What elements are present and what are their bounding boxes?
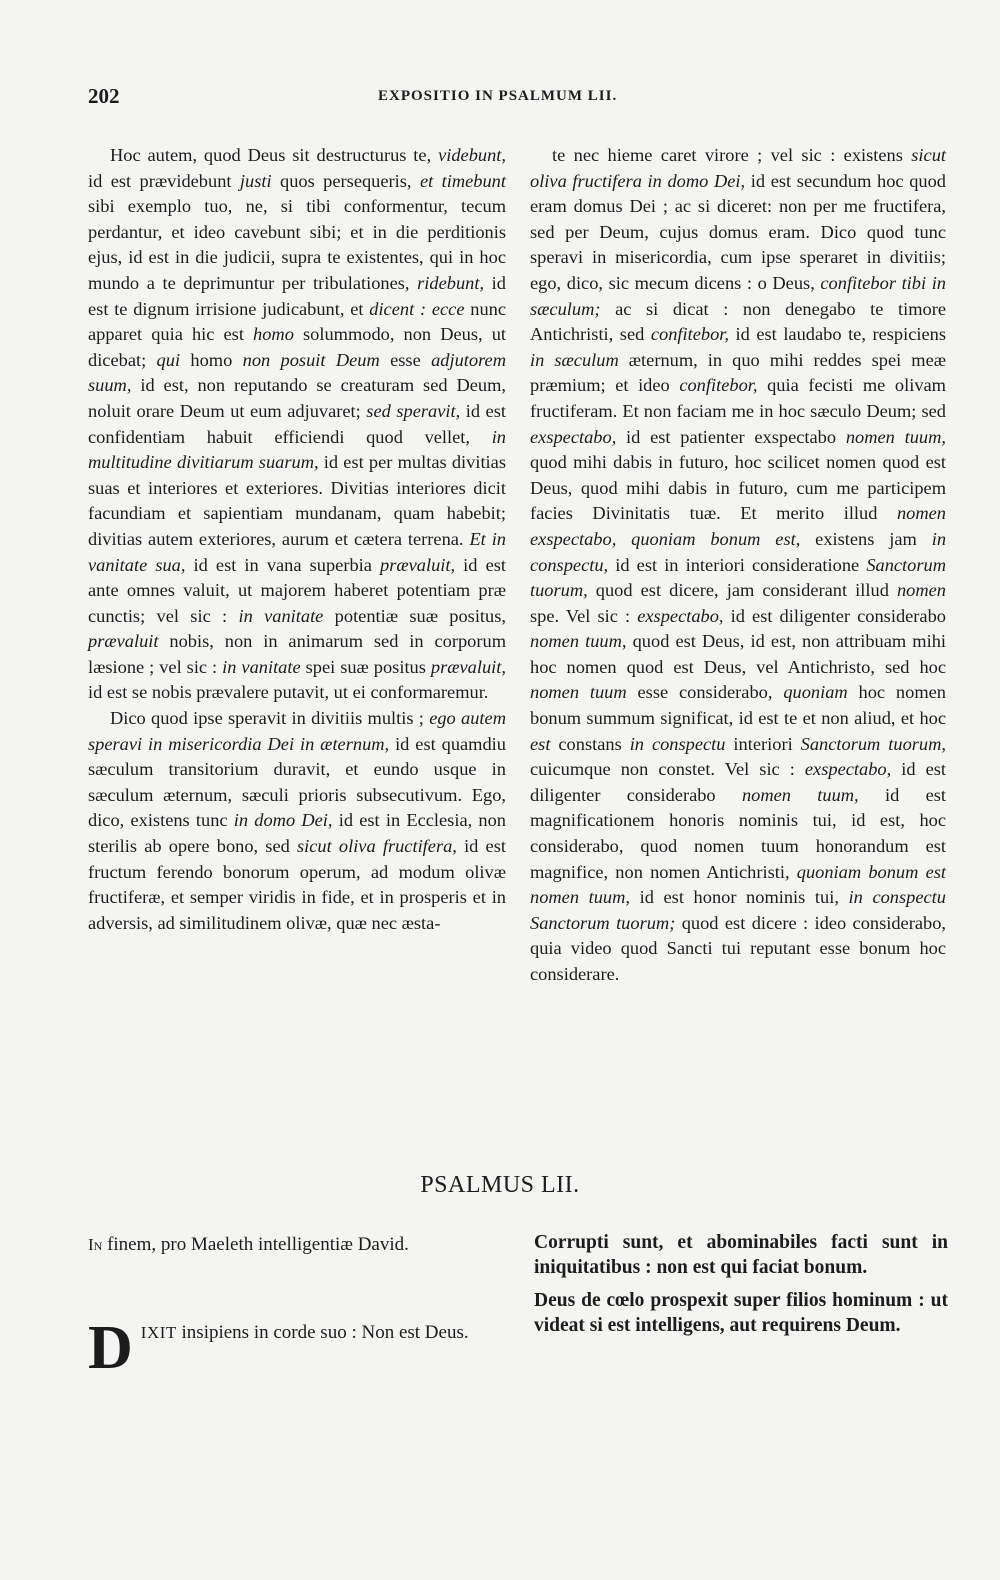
text-run: id est, non reputando se creaturam sed Deum, noluit orare Deum ut eum adjuvaret; bbox=[88, 375, 506, 421]
text-run: homo bbox=[180, 349, 243, 370]
italic-quote: nomen tuum, bbox=[530, 631, 627, 652]
italic-quote: nomen tuum, bbox=[845, 426, 946, 447]
psalm-title: PSALMUS LII. bbox=[420, 1172, 580, 1198]
page-header bbox=[88, 84, 954, 114]
paragraph bbox=[88, 143, 506, 706]
italic-quote: confitebor tibi in sæculum; bbox=[530, 272, 946, 319]
text-run: id est ante omnes valuit, ut majorem haberet potentiam præ cunctis; vel sic : bbox=[88, 554, 506, 626]
italic-quote: nomen exspectabo, quoniam bonum est, bbox=[530, 503, 946, 549]
italic-quote: justi bbox=[239, 170, 272, 191]
page-number: 202 bbox=[88, 84, 120, 108]
text-run: id est te dignum irrisione judicabunt, et bbox=[88, 272, 506, 319]
italic-quote: confitebor, bbox=[650, 324, 729, 345]
text-run: esse bbox=[379, 349, 432, 370]
italic-quote: in vanitate bbox=[222, 656, 301, 677]
text-run: Hoc autem, quod Deus sit destructurus te, bbox=[110, 145, 439, 165]
text-run: constans bbox=[550, 733, 630, 754]
psalm-verse-2 bbox=[88, 1314, 506, 1382]
text-run: te nec hieme caret virore ; vel sic : existens bbox=[552, 145, 912, 165]
text-run: id est laudabo te, respiciens bbox=[729, 324, 946, 345]
italic-quote: ego autem speravi in misericordia Dei in æternum, bbox=[88, 708, 506, 754]
text-run: quod mihi dabis in futuro, hoc scilicet nomen quod est Deus, quod mihi dabis in futuro, cum me participem facies Divinitatis tuæ. Et merito illud bbox=[530, 452, 946, 524]
text-run: æternum, in quo mihi reddes spei meæ præmium; et ideo bbox=[530, 349, 946, 396]
italic-quote: exspectabo, bbox=[804, 759, 892, 780]
text-run: spe. Vel sic : bbox=[530, 605, 638, 626]
verse-1-initial: In bbox=[88, 1235, 103, 1254]
text-run: id est secundum hoc quod eram domus Dei ; ac si diceret: non per me fructifera, sed per Deum, cujus domus eram. Dico quod tunc speravi in misericordia, cum ipse speraret in divitiis; ego, dico, sic mecum dicens : o Deus, bbox=[530, 170, 946, 293]
italic-quote: qui bbox=[156, 349, 181, 370]
text-run: Dico quod ipse speravit in divitiis multis ; bbox=[110, 708, 430, 729]
text-run: id est honor nominis tui, bbox=[630, 887, 849, 908]
paragraph bbox=[88, 706, 506, 936]
italic-quote: nomen tuum bbox=[530, 682, 627, 703]
italic-quote: prævaluit, bbox=[380, 554, 456, 575]
text-run: cuicumque non constet. Vel sic : bbox=[530, 759, 805, 780]
text-run: quod est Deus, id est, non attribuam mihi hoc nomen quod est Deus, vel Antichristo, sed hoc bbox=[530, 631, 946, 677]
italic-quote: in multitudine divitiarum suarum, bbox=[88, 426, 506, 473]
text-run: ac si dicat : non denegabo te timore Antichristi, sed bbox=[530, 298, 946, 345]
italic-quote: et timebunt bbox=[419, 170, 506, 191]
italic-quote: nomen bbox=[896, 580, 946, 601]
text-run: nobis, non in animarum sed in corporum læsione ; vel sic : bbox=[88, 631, 506, 677]
italic-quote: exspectabo, bbox=[530, 426, 617, 447]
text-run: quod est dicere, jam considerant illud bbox=[587, 580, 897, 601]
text-run: id est diligenter considerabo bbox=[723, 605, 946, 626]
italic-quote: prævaluit, bbox=[430, 656, 506, 677]
psalm-verse-1 bbox=[88, 1232, 506, 1257]
text-run: potentiæ suæ positus, bbox=[323, 605, 506, 626]
running-head: EXPOSITIO IN PSALMUM LII. bbox=[378, 88, 618, 104]
verse-2-caps: IXIT bbox=[140, 1323, 177, 1342]
italic-quote: Sanctorum tuorum, bbox=[530, 554, 946, 601]
text-run: quod est dicere : ideo considerabo, quia video quod Sancti tui reputant esse bonum hoc considerare. bbox=[530, 912, 946, 984]
text-run: hoc nomen bonum summum significat, id est te et non aliud, et hoc bbox=[530, 682, 946, 729]
italic-quote: homo bbox=[253, 324, 294, 345]
right-text-column bbox=[530, 143, 946, 988]
text-run: id est in Ecclesia, non sterilis ab opere bono, sed bbox=[88, 810, 506, 857]
text-run: nunc apparet quia hic est bbox=[88, 298, 506, 345]
italic-quote: Sanctorum tuorum, bbox=[800, 733, 947, 754]
text-run: sibi exemplo tuo, ne, si tibi conformentur, tecum perdantur, et ideo cavebunt sibi; et in die perditionis ejus, id est in die judicii, supra te existentes, qui in hoc mundo a te deprimuntur per tribulationes, bbox=[88, 196, 506, 293]
italic-quote: in vanitate bbox=[238, 605, 324, 626]
drop-cap: D bbox=[88, 1314, 133, 1382]
italic-quote: est bbox=[530, 733, 551, 754]
italic-quote: Et in vanitate sua, bbox=[88, 528, 506, 575]
italic-quote: prævaluit bbox=[88, 631, 159, 652]
text-run: existens jam bbox=[800, 528, 932, 549]
italic-quote: quoniam bonum est nomen tuum, bbox=[530, 861, 946, 908]
text-run: esse considerabo, bbox=[626, 682, 784, 703]
italic-quote: adjutorem suum, bbox=[88, 349, 506, 396]
text-run: id est per multas divitias suas et interiores et exteriores. Divitias interiores dicit facundiam et sapientiam mundanam, quam habebit; divitias autem exteriores, aurum et cætera terrena. bbox=[88, 452, 506, 549]
italic-quote: in conspectu Sanctorum tuorum; bbox=[530, 887, 946, 933]
italic-quote: exspectabo, bbox=[637, 605, 724, 626]
italic-quote: sicut oliva fructifera, bbox=[296, 836, 457, 857]
text-run: id est confidentiam habuit efficiendi quod vellet, bbox=[88, 400, 506, 447]
italic-quote: non posuit Deum bbox=[242, 349, 380, 370]
italic-quote: nomen tuum, bbox=[741, 784, 859, 805]
text-run: id est se nobis prævalere putavit, ut ei conformaremur. bbox=[88, 682, 489, 703]
text-run: quia fecisti me olivam fructiferam. Et non faciam me in hoc sæculo Deum; sed bbox=[530, 375, 946, 421]
italic-quote: dicent : ecce bbox=[369, 298, 465, 319]
text-run: interiori bbox=[725, 733, 801, 754]
text-run: spei suæ positus bbox=[300, 656, 431, 677]
italic-quote: confitebor, bbox=[679, 375, 758, 396]
italic-quote: in sæculum bbox=[530, 349, 619, 370]
text-run: solummodo, non Deus, ut dicebat; bbox=[88, 324, 506, 370]
left-text-column bbox=[88, 143, 506, 936]
italic-quote: in conspectu, bbox=[530, 528, 947, 575]
italic-quote: quoniam bbox=[783, 682, 848, 703]
text-run: quos persequeris, bbox=[271, 170, 420, 191]
text-run: id est in interiori consideratione bbox=[608, 554, 867, 575]
italic-quote: in domo Dei, bbox=[233, 810, 333, 831]
paragraph bbox=[530, 143, 946, 988]
text-run: id est prævidebunt bbox=[88, 170, 240, 191]
italic-quote: videbunt, bbox=[438, 145, 506, 165]
text-run: id est magnificationem honoris nominis tui, id est, hoc considerabo, quod nomen tuum honorandum est magnifice, non nomen Antichristi, bbox=[530, 784, 946, 882]
verse-2-text: insipiens in corde suo : Non est Deus. bbox=[176, 1322, 469, 1343]
text-run: id est diligenter considerabo bbox=[530, 759, 946, 805]
psalm-verse-4: Deus de cœlo prospexit super filios hominum : ut videat si est intelligens, aut requirens Deum. bbox=[534, 1290, 948, 1336]
italic-quote: ridebunt, bbox=[417, 272, 485, 293]
italic-quote: sed speravit, bbox=[366, 400, 461, 421]
italic-quote: sicut oliva fructifera in domo Dei, bbox=[530, 145, 946, 191]
text-run: id est in vana superbia bbox=[185, 554, 380, 575]
psalm-verse-3: Corrupti sunt, et abominabiles facti sunt in iniquitatibus : non est qui faciat bonum. bbox=[534, 1232, 948, 1278]
verse-1-text: finem, pro Maeleth intelligentiæ David. bbox=[102, 1234, 409, 1255]
text-run: id est quamdiu sæculum transitorium duravit, et eundo usque in sæculum æternum, sæculi prioris subsecutivum. Ego, dico, existens tunc bbox=[88, 733, 506, 831]
text-run: id est patienter exspectabo bbox=[616, 426, 846, 447]
italic-quote: in conspectu bbox=[629, 733, 726, 754]
text-run: id est fructum ferendo bonorum operum, ad modum olivæ fructiferæ, et semper viridis in fide, et in prosperis et in adversis, ad similitudinem olivæ, quæ nec æsta- bbox=[88, 836, 506, 933]
